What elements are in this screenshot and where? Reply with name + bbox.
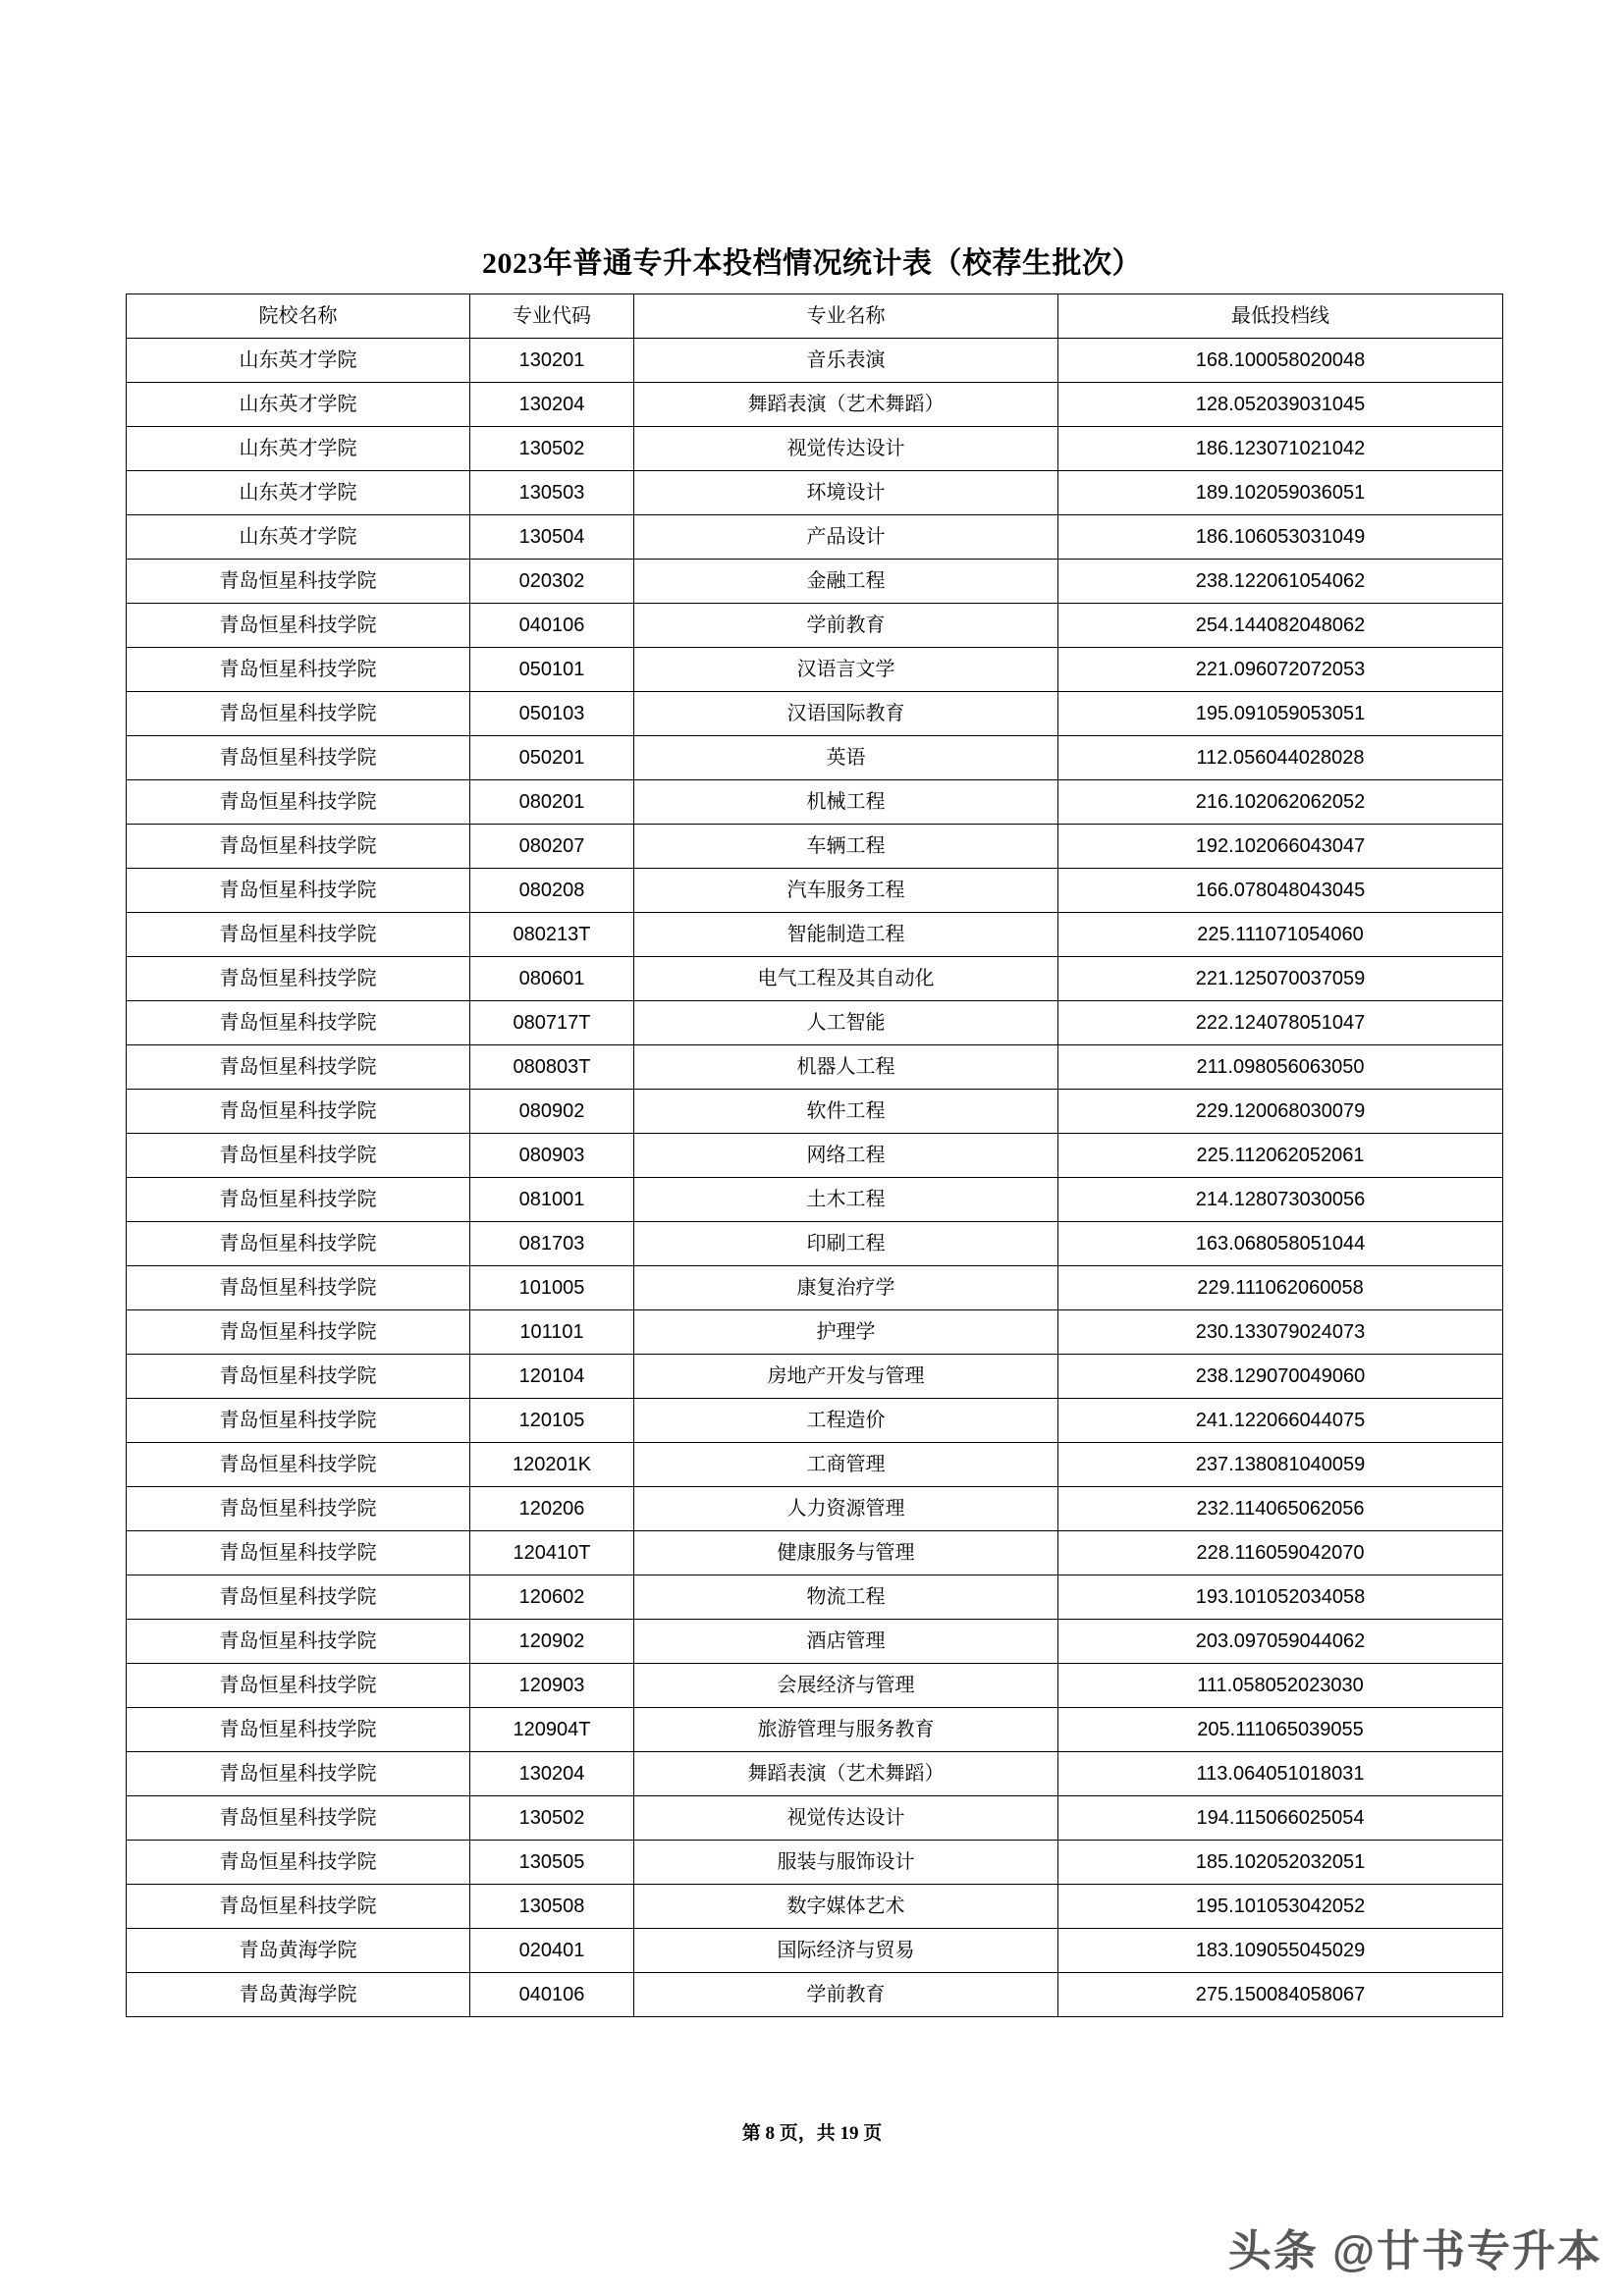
cell-min-score: 128.052039031045 xyxy=(1058,383,1503,427)
cell-major-code: 120410T xyxy=(470,1531,634,1575)
cell-min-score: 195.091059053051 xyxy=(1058,692,1503,736)
cell-min-score: 189.102059036051 xyxy=(1058,471,1503,515)
cell-major-code: 020302 xyxy=(470,560,634,604)
cell-major-name: 软件工程 xyxy=(634,1090,1058,1134)
cell-min-score: 186.106053031049 xyxy=(1058,515,1503,560)
cell-major-name: 汽车服务工程 xyxy=(634,869,1058,913)
cell-min-score: 237.138081040059 xyxy=(1058,1443,1503,1487)
cell-major-code: 101101 xyxy=(470,1310,634,1355)
cell-min-score: 113.064051018031 xyxy=(1058,1752,1503,1796)
table-row xyxy=(127,383,1503,427)
cell-min-score: 229.120068030079 xyxy=(1058,1090,1503,1134)
cell-major-name: 电气工程及其自动化 xyxy=(634,957,1058,1001)
table-row xyxy=(127,1664,1503,1708)
cell-school: 青岛恒星科技学院 xyxy=(127,1134,470,1178)
cell-school: 青岛恒星科技学院 xyxy=(127,1355,470,1399)
cell-school: 青岛恒星科技学院 xyxy=(127,604,470,648)
table-row xyxy=(127,515,1503,560)
cell-major-code: 120201K xyxy=(470,1443,634,1487)
cell-min-score: 168.100058020048 xyxy=(1058,339,1503,383)
cell-school: 青岛恒星科技学院 xyxy=(127,1752,470,1796)
cell-min-score: 185.102052032051 xyxy=(1058,1841,1503,1885)
cell-min-score: 275.150084058067 xyxy=(1058,1973,1503,2017)
cell-school: 山东英才学院 xyxy=(127,515,470,560)
table-row xyxy=(127,1796,1503,1841)
table-row xyxy=(127,736,1503,780)
table-row xyxy=(127,1841,1503,1885)
cell-major-code: 080903 xyxy=(470,1134,634,1178)
table-row xyxy=(127,692,1503,736)
cell-school: 青岛恒星科技学院 xyxy=(127,1090,470,1134)
cell-major-code: 040106 xyxy=(470,1973,634,2017)
cell-major-name: 舞蹈表演（艺术舞蹈） xyxy=(634,383,1058,427)
cell-school: 青岛恒星科技学院 xyxy=(127,869,470,913)
cell-min-score: 205.111065039055 xyxy=(1058,1708,1503,1752)
column-header-major-code: 专业代码 xyxy=(470,294,634,339)
cell-min-score: 225.112062052061 xyxy=(1058,1134,1503,1178)
cell-major-name: 人工智能 xyxy=(634,1001,1058,1045)
cell-major-code: 120104 xyxy=(470,1355,634,1399)
cell-major-code: 130201 xyxy=(470,339,634,383)
cell-major-name: 数字媒体艺术 xyxy=(634,1885,1058,1929)
cell-major-code: 050103 xyxy=(470,692,634,736)
cell-min-score: 225.111071054060 xyxy=(1058,913,1503,957)
table-row xyxy=(127,1929,1503,1973)
cell-school: 山东英才学院 xyxy=(127,339,470,383)
column-header-school: 院校名称 xyxy=(127,294,470,339)
table-row xyxy=(127,1885,1503,1929)
cell-school: 青岛恒星科技学院 xyxy=(127,957,470,1001)
cell-min-score: 194.115066025054 xyxy=(1058,1796,1503,1841)
table-row xyxy=(127,1487,1503,1531)
column-header-min-score: 最低投档线 xyxy=(1058,294,1503,339)
cell-min-score: 186.123071021042 xyxy=(1058,427,1503,471)
cell-major-code: 120206 xyxy=(470,1487,634,1531)
cell-major-code: 120904T xyxy=(470,1708,634,1752)
cell-major-name: 健康服务与管理 xyxy=(634,1531,1058,1575)
cell-school: 青岛恒星科技学院 xyxy=(127,648,470,692)
cell-major-name: 工商管理 xyxy=(634,1443,1058,1487)
cell-min-score: 232.114065062056 xyxy=(1058,1487,1503,1531)
cell-school: 青岛恒星科技学院 xyxy=(127,1222,470,1266)
cell-min-score: 211.098056063050 xyxy=(1058,1045,1503,1090)
cell-major-code: 130508 xyxy=(470,1885,634,1929)
cell-min-score: 111.058052023030 xyxy=(1058,1664,1503,1708)
table-row xyxy=(127,913,1503,957)
cell-school: 青岛恒星科技学院 xyxy=(127,1266,470,1310)
cell-major-name: 汉语言文学 xyxy=(634,648,1058,692)
table-row xyxy=(127,1222,1503,1266)
cell-major-name: 酒店管理 xyxy=(634,1620,1058,1664)
cell-min-score: 228.116059042070 xyxy=(1058,1531,1503,1575)
watermark: 头条 @廿书专升本 xyxy=(1227,2227,1602,2275)
cell-major-name: 英语 xyxy=(634,736,1058,780)
cell-major-name: 印刷工程 xyxy=(634,1222,1058,1266)
cell-major-name: 金融工程 xyxy=(634,560,1058,604)
table-row xyxy=(127,825,1503,869)
cell-major-code: 050201 xyxy=(470,736,634,780)
cell-min-score: 229.111062060058 xyxy=(1058,1266,1503,1310)
cell-school: 青岛恒星科技学院 xyxy=(127,560,470,604)
cell-school: 青岛恒星科技学院 xyxy=(127,1575,470,1620)
table-row xyxy=(127,1752,1503,1796)
cell-major-name: 产品设计 xyxy=(634,515,1058,560)
cell-major-code: 130503 xyxy=(470,471,634,515)
cell-major-code: 130504 xyxy=(470,515,634,560)
table-row xyxy=(127,339,1503,383)
cell-major-code: 050101 xyxy=(470,648,634,692)
cell-major-name: 护理学 xyxy=(634,1310,1058,1355)
cell-school: 青岛恒星科技学院 xyxy=(127,1443,470,1487)
cell-school: 青岛黄海学院 xyxy=(127,1973,470,2017)
table-row xyxy=(127,1045,1503,1090)
cell-major-name: 物流工程 xyxy=(634,1575,1058,1620)
cell-school: 青岛恒星科技学院 xyxy=(127,1841,470,1885)
cell-school: 青岛恒星科技学院 xyxy=(127,736,470,780)
cell-major-name: 汉语国际教育 xyxy=(634,692,1058,736)
cell-school: 山东英才学院 xyxy=(127,427,470,471)
cell-min-score: 216.102062062052 xyxy=(1058,780,1503,825)
cell-major-name: 视觉传达设计 xyxy=(634,1796,1058,1841)
table-row xyxy=(127,869,1503,913)
cell-min-score: 195.101053042052 xyxy=(1058,1885,1503,1929)
cell-school: 山东英才学院 xyxy=(127,383,470,427)
cell-major-code: 080717T xyxy=(470,1001,634,1045)
cell-major-code: 080902 xyxy=(470,1090,634,1134)
cell-school: 青岛恒星科技学院 xyxy=(127,1001,470,1045)
cell-school: 山东英才学院 xyxy=(127,471,470,515)
table-row xyxy=(127,1355,1503,1399)
table-row xyxy=(127,780,1503,825)
cell-major-name: 土木工程 xyxy=(634,1178,1058,1222)
table-row xyxy=(127,604,1503,648)
cell-school: 青岛恒星科技学院 xyxy=(127,1399,470,1443)
table-row xyxy=(127,1708,1503,1752)
cell-major-name: 车辆工程 xyxy=(634,825,1058,869)
table-row xyxy=(127,1001,1503,1045)
cell-school: 青岛恒星科技学院 xyxy=(127,1178,470,1222)
cell-major-code: 020401 xyxy=(470,1929,634,1973)
table-header-row xyxy=(127,294,1503,339)
cell-major-code: 080207 xyxy=(470,825,634,869)
page-number-footer: 第 8 页，共 19 页 xyxy=(741,2123,883,2144)
statistics-table-container xyxy=(126,294,1502,2017)
cell-school: 青岛恒星科技学院 xyxy=(127,1885,470,1929)
table-row xyxy=(127,1620,1503,1664)
cell-major-code: 080601 xyxy=(470,957,634,1001)
cell-major-code: 080208 xyxy=(470,869,634,913)
table-header xyxy=(127,294,1503,339)
cell-school: 青岛恒星科技学院 xyxy=(127,825,470,869)
cell-major-code: 081703 xyxy=(470,1222,634,1266)
cell-major-name: 网络工程 xyxy=(634,1134,1058,1178)
cell-school: 青岛恒星科技学院 xyxy=(127,1708,470,1752)
table-row xyxy=(127,1575,1503,1620)
cell-min-score: 254.144082048062 xyxy=(1058,604,1503,648)
cell-major-name: 学前教育 xyxy=(634,604,1058,648)
cell-major-code: 120902 xyxy=(470,1620,634,1664)
cell-school: 青岛恒星科技学院 xyxy=(127,692,470,736)
cell-major-name: 旅游管理与服务教育 xyxy=(634,1708,1058,1752)
cell-major-code: 081001 xyxy=(470,1178,634,1222)
table-row xyxy=(127,1310,1503,1355)
table-row xyxy=(127,1266,1503,1310)
cell-school: 青岛恒星科技学院 xyxy=(127,780,470,825)
cell-school: 青岛黄海学院 xyxy=(127,1929,470,1973)
cell-min-score: 214.128073030056 xyxy=(1058,1178,1503,1222)
cell-major-name: 房地产开发与管理 xyxy=(634,1355,1058,1399)
cell-major-name: 视觉传达设计 xyxy=(634,427,1058,471)
cell-min-score: 112.056044028028 xyxy=(1058,736,1503,780)
table-row xyxy=(127,1399,1503,1443)
cell-major-name: 舞蹈表演（艺术舞蹈） xyxy=(634,1752,1058,1796)
cell-major-name: 智能制造工程 xyxy=(634,913,1058,957)
cell-major-code: 130505 xyxy=(470,1841,634,1885)
cell-major-name: 音乐表演 xyxy=(634,339,1058,383)
cell-major-code: 080201 xyxy=(470,780,634,825)
table-row xyxy=(127,1973,1503,2017)
cell-major-code: 080803T xyxy=(470,1045,634,1090)
cell-min-score: 183.109055045029 xyxy=(1058,1929,1503,1973)
cell-major-code: 130204 xyxy=(470,1752,634,1796)
cell-major-code: 120903 xyxy=(470,1664,634,1708)
admission-statistics-table xyxy=(126,294,1503,2017)
cell-major-name: 人力资源管理 xyxy=(634,1487,1058,1531)
cell-school: 青岛恒星科技学院 xyxy=(127,1531,470,1575)
cell-major-name: 会展经济与管理 xyxy=(634,1664,1058,1708)
table-row xyxy=(127,1443,1503,1487)
cell-major-name: 国际经济与贸易 xyxy=(634,1929,1058,1973)
cell-min-score: 221.096072072053 xyxy=(1058,648,1503,692)
cell-major-name: 服装与服饰设计 xyxy=(634,1841,1058,1885)
cell-major-code: 040106 xyxy=(470,604,634,648)
cell-major-code: 120105 xyxy=(470,1399,634,1443)
cell-school: 青岛恒星科技学院 xyxy=(127,913,470,957)
cell-school: 青岛恒星科技学院 xyxy=(127,1664,470,1708)
table-row xyxy=(127,957,1503,1001)
table-row xyxy=(127,1531,1503,1575)
cell-min-score: 238.122061054062 xyxy=(1058,560,1503,604)
cell-major-name: 环境设计 xyxy=(634,471,1058,515)
cell-major-code: 130204 xyxy=(470,383,634,427)
cell-min-score: 192.102066043047 xyxy=(1058,825,1503,869)
cell-min-score: 238.129070049060 xyxy=(1058,1355,1503,1399)
cell-min-score: 230.133079024073 xyxy=(1058,1310,1503,1355)
page-title: 2023年普通专升本投档情况统计表（校荐生批次） xyxy=(482,247,1142,280)
cell-major-code: 130502 xyxy=(470,427,634,471)
table-row xyxy=(127,427,1503,471)
cell-school: 青岛恒星科技学院 xyxy=(127,1487,470,1531)
table-row xyxy=(127,560,1503,604)
cell-major-code: 080213T xyxy=(470,913,634,957)
cell-major-name: 工程造价 xyxy=(634,1399,1058,1443)
cell-min-score: 241.122066044075 xyxy=(1058,1399,1503,1443)
column-header-major-name: 专业名称 xyxy=(634,294,1058,339)
cell-min-score: 203.097059044062 xyxy=(1058,1620,1503,1664)
cell-school: 青岛恒星科技学院 xyxy=(127,1045,470,1090)
cell-min-score: 166.078048043045 xyxy=(1058,869,1503,913)
cell-school: 青岛恒星科技学院 xyxy=(127,1796,470,1841)
table-row xyxy=(127,1090,1503,1134)
cell-min-score: 163.068058051044 xyxy=(1058,1222,1503,1266)
cell-major-name: 机器人工程 xyxy=(634,1045,1058,1090)
cell-school: 青岛恒星科技学院 xyxy=(127,1310,470,1355)
cell-major-code: 120602 xyxy=(470,1575,634,1620)
cell-major-code: 101005 xyxy=(470,1266,634,1310)
table-row xyxy=(127,1134,1503,1178)
cell-school: 青岛恒星科技学院 xyxy=(127,1620,470,1664)
cell-min-score: 221.125070037059 xyxy=(1058,957,1503,1001)
cell-min-score: 222.124078051047 xyxy=(1058,1001,1503,1045)
cell-major-name: 机械工程 xyxy=(634,780,1058,825)
table-body xyxy=(127,339,1503,2017)
table-row xyxy=(127,1178,1503,1222)
cell-major-name: 学前教育 xyxy=(634,1973,1058,2017)
cell-major-code: 130502 xyxy=(470,1796,634,1841)
table-row xyxy=(127,471,1503,515)
cell-major-name: 康复治疗学 xyxy=(634,1266,1058,1310)
cell-min-score: 193.101052034058 xyxy=(1058,1575,1503,1620)
table-row xyxy=(127,648,1503,692)
